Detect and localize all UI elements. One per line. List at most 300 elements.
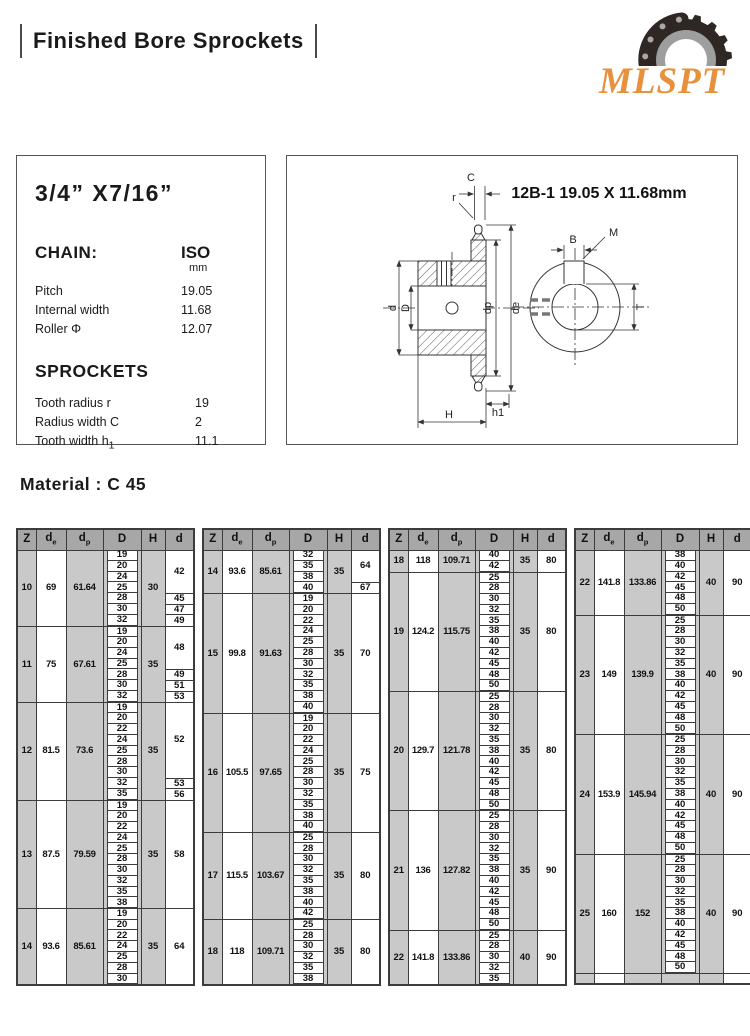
pitch-dia-cell: 91.63 <box>252 594 289 713</box>
bore-cell: 38 <box>289 572 327 583</box>
bore-cell: 28 <box>103 963 141 974</box>
pitch-dia-cell: 97.65 <box>252 713 289 832</box>
bore-cell: 28 <box>103 854 141 865</box>
pitch-dia-cell: 103.67 <box>252 833 289 920</box>
bore-cell: 35 <box>289 680 327 691</box>
bore-cell: 42 <box>475 648 513 659</box>
spec-row-label: Tooth radius r <box>35 396 111 410</box>
dim-label-hub-width: H <box>445 409 453 421</box>
bore-cell: 19 <box>103 626 141 637</box>
bore-cell: 22 <box>103 724 141 735</box>
teeth-cell: 16 <box>203 713 222 832</box>
bore-cell: 20 <box>103 811 141 822</box>
bore-cell: 38 <box>475 626 513 637</box>
bore-cell: 20 <box>103 561 141 572</box>
bore-cell: 42 <box>661 572 699 583</box>
outer-dia-cell: 141.8 <box>594 550 624 615</box>
column-header: Z <box>203 529 222 550</box>
hub-length-cell: 35 <box>141 626 165 702</box>
teeth-cell: 19 <box>389 572 408 691</box>
bore-cell: 30 <box>289 941 327 952</box>
column-header: H <box>327 529 351 550</box>
bore-cell: 45 <box>475 897 513 908</box>
bore-cell: 20 <box>289 605 327 616</box>
bore-cell: 25 <box>289 919 327 930</box>
bore-cell: 38 <box>289 810 327 821</box>
spec-row <box>35 413 253 432</box>
hub-dia-cell: 48 <box>165 626 194 669</box>
bore-cell: 48 <box>661 593 699 604</box>
bore-cell: 42 <box>289 908 327 919</box>
hub-dia-cell: 51 <box>165 680 194 691</box>
bore-cell: 42 <box>661 810 699 821</box>
bore-cell: 38 <box>661 789 699 800</box>
outer-dia-cell: 118 <box>408 550 438 572</box>
spec-row <box>35 432 253 456</box>
hub-length-cell: 35 <box>513 572 537 691</box>
bore-cell: 50 <box>475 680 513 691</box>
bore-cell: 28 <box>661 746 699 757</box>
bore-cell: 28 <box>475 822 513 833</box>
column-header: D <box>103 529 141 550</box>
outer-dia-cell: 87.5 <box>36 800 66 909</box>
table-host-2 <box>202 528 381 986</box>
hub-dia-cell: 90 <box>723 615 750 734</box>
table-row <box>203 713 380 724</box>
bore-cell: 30 <box>103 974 141 986</box>
hub-dia-cell: 80 <box>537 550 566 572</box>
spec-row-label: Tooth width $h_1$ <box>35 434 115 452</box>
bore-cell: 48 <box>661 713 699 724</box>
hub-length-cell: 35 <box>513 550 537 572</box>
outer-dia-cell: 75 <box>36 626 66 702</box>
table-row <box>17 702 194 713</box>
bore-cell: 40 <box>475 756 513 767</box>
bore-cell: 22 <box>289 615 327 626</box>
hub-dia-cell: 90 <box>537 811 566 930</box>
teeth-cell: 18 <box>389 550 408 572</box>
teeth-cell: 21 <box>389 811 408 930</box>
sprocket-table-1 <box>16 528 195 986</box>
bore-cell: 28 <box>289 648 327 659</box>
bore-cell: 40 <box>475 550 513 561</box>
bore-cell: 28 <box>289 843 327 854</box>
bore-cell: 30 <box>103 767 141 778</box>
bore-cell: 45 <box>475 659 513 670</box>
bore-cell: 38 <box>661 908 699 919</box>
bore-cell: 25 <box>103 659 141 670</box>
teeth-cell: 24 <box>575 735 594 854</box>
bore-cell: 38 <box>289 974 327 986</box>
column-header: H <box>699 529 723 550</box>
bore-cell: 48 <box>475 789 513 800</box>
bore-cell: 32 <box>289 952 327 963</box>
hub-length-cell: 40 <box>699 735 723 854</box>
bore-cell: 28 <box>289 930 327 941</box>
bore-cell: 35 <box>103 887 141 898</box>
bore-cell: 40 <box>289 582 327 593</box>
bore-cell: 24 <box>103 941 141 952</box>
column-header: d <box>723 529 750 550</box>
table-row <box>575 854 750 865</box>
company-logo <box>596 4 746 98</box>
title-left-bar <box>20 24 22 58</box>
spec-row-value: 2 <box>195 415 202 429</box>
teeth-cell: 22 <box>389 930 408 985</box>
bore-cell: 40 <box>661 561 699 572</box>
bore-cell: 25 <box>475 692 513 703</box>
bore-cell: 32 <box>103 615 141 626</box>
hub-length-cell: 40 <box>699 615 723 734</box>
hub-dia-cell: 42 <box>165 550 194 593</box>
material-heading: Material : C 45 <box>20 474 147 494</box>
pitch-dia-cell: 152 <box>624 854 661 973</box>
teeth-cell: 14 <box>17 909 36 986</box>
spec-row-value: 19 <box>195 396 209 410</box>
bore-cell: 30 <box>475 594 513 605</box>
spec-row-label: Radius width C <box>35 415 120 429</box>
column-header: $d_e$ <box>594 529 624 550</box>
hub-dia-cell: 70 <box>351 594 380 713</box>
spec-row-label: Roller Φ <box>35 322 82 336</box>
bore-cell: 38 <box>475 865 513 876</box>
column-header: $d_e$ <box>36 529 66 550</box>
table-host-3 <box>388 528 567 986</box>
bore-cell: 25 <box>661 735 699 746</box>
pitch-dia-cell: 133.86 <box>438 930 475 985</box>
dim-label-m: M <box>609 227 619 239</box>
table-row <box>203 833 380 844</box>
teeth-cell: 25 <box>575 854 594 973</box>
hub-dia-cell: 47 <box>165 604 194 615</box>
logo-text: MLSPT <box>599 61 726 98</box>
bore-cell: 20 <box>103 713 141 724</box>
sprocket-table-2 <box>202 528 381 986</box>
bore-cell: 45 <box>475 778 513 789</box>
pitch-dia-cell: 133.86 <box>624 550 661 615</box>
spec-row-value: 12.07 <box>181 322 213 336</box>
sprocket-logo-icon <box>596 4 746 98</box>
spec-row <box>35 394 253 413</box>
dim-label-d: d <box>387 304 399 312</box>
hub-length-cell: 35 <box>327 594 351 713</box>
table-host-1 <box>16 528 195 986</box>
bore-cell: 25 <box>289 637 327 648</box>
hub-length-cell: 35 <box>141 909 165 986</box>
table-host-4 <box>574 528 750 986</box>
table-row <box>389 692 566 703</box>
pitch-dia-cell: 139.9 <box>624 615 661 734</box>
outer-dia-cell: 141.8 <box>408 930 438 985</box>
bore-cell: 25 <box>661 854 699 865</box>
bore-cell: 24 <box>289 626 327 637</box>
bore-cell: 50 <box>475 800 513 811</box>
table-row <box>389 811 566 822</box>
bore-cell: 48 <box>475 908 513 919</box>
outer-dia-cell: 124.2 <box>408 572 438 691</box>
spec-row <box>35 301 253 320</box>
bore-cell: 28 <box>475 583 513 594</box>
column-header: Z <box>389 529 408 550</box>
hub-dia-cell: 64 <box>351 550 380 582</box>
outer-dia-cell: 81.5 <box>36 702 66 800</box>
hub-dia-cell: 49 <box>165 669 194 680</box>
bore-cell: 35 <box>289 561 327 572</box>
bore-cell: 20 <box>103 920 141 931</box>
bore-cell: 32 <box>475 843 513 854</box>
hub-length-cell: 40 <box>699 854 723 973</box>
bore-cell: 28 <box>103 593 141 604</box>
sprocket-spec-rows <box>35 394 253 456</box>
pitch-dia-cell: 85.61 <box>252 550 289 594</box>
bore-cell: 19 <box>103 702 141 713</box>
pitch-dia-cell: 109.71 <box>438 550 475 572</box>
bore-cell: 22 <box>103 822 141 833</box>
bore-cell: 32 <box>289 669 327 680</box>
bore-cell: 45 <box>661 702 699 713</box>
column-header: D <box>475 529 513 550</box>
bore-cell: 40 <box>475 876 513 887</box>
bore-cell: 32 <box>103 778 141 789</box>
hub-dia-cell: 56 <box>165 789 194 800</box>
dim-label-r: r <box>452 192 456 204</box>
pitch-dia-cell: 115.75 <box>438 572 475 691</box>
hub-length-cell: 30 <box>141 550 165 626</box>
bore-cell: 35 <box>661 659 699 670</box>
hub-dia-cell: 90 <box>537 930 566 985</box>
bore-cell: 32 <box>475 605 513 616</box>
chain-spec-box <box>16 155 266 452</box>
table-row <box>575 735 750 746</box>
bore-cell: 32 <box>661 767 699 778</box>
pitch-dia-cell: 85.61 <box>66 909 103 986</box>
column-header: D <box>289 529 327 550</box>
bore-cell: 30 <box>661 637 699 648</box>
hub-dia-cell: 80 <box>351 833 380 920</box>
standard-unit: mm <box>189 262 208 274</box>
dim-label-bore: D <box>400 304 412 312</box>
sprocket-table-4 <box>574 528 750 985</box>
outer-dia-cell: 105.5 <box>222 713 252 832</box>
pitch-dia-cell: 61.64 <box>66 550 103 626</box>
bore-cell: 35 <box>661 897 699 908</box>
outer-dia-cell: 136 <box>408 811 438 930</box>
bore-cell: 25 <box>103 746 141 757</box>
column-header: Z <box>575 529 594 550</box>
bore-cell: 30 <box>475 833 513 844</box>
column-header: H <box>513 529 537 550</box>
bore-cell: 30 <box>289 854 327 865</box>
hub-dia-cell: 64 <box>165 909 194 986</box>
bore-cell: 40 <box>289 821 327 832</box>
dim-label-dp: dp <box>482 301 494 315</box>
hub-length-cell: 40 <box>513 930 537 985</box>
table-row <box>575 615 750 626</box>
column-header: $d_p$ <box>438 529 475 550</box>
pitch-dia-cell <box>624 973 661 984</box>
bore-cell: 30 <box>475 713 513 724</box>
bore-cell: 38 <box>661 669 699 680</box>
bore-cell: 45 <box>661 582 699 593</box>
bore-cell: 40 <box>475 637 513 648</box>
bore-cell: 25 <box>661 615 699 626</box>
outer-dia-cell: 149 <box>594 615 624 734</box>
bore-cell <box>661 973 699 984</box>
bore-cell: 38 <box>103 897 141 908</box>
bore-cell: 35 <box>475 854 513 865</box>
bore-cell: 40 <box>289 897 327 908</box>
bore-cell: 40 <box>661 919 699 930</box>
table-row <box>389 550 566 561</box>
hub-dia-cell: 49 <box>165 615 194 626</box>
outer-dia-cell <box>594 973 624 984</box>
hub-dia-cell: 75 <box>351 713 380 832</box>
bore-cell: 19 <box>103 550 141 561</box>
bore-cell: 42 <box>661 930 699 941</box>
bore-cell: 38 <box>289 887 327 898</box>
column-header: H <box>141 529 165 550</box>
chain-size-title: 3/4” X7/16” <box>35 180 173 206</box>
bore-cell: 40 <box>661 800 699 811</box>
teeth-cell: 15 <box>203 594 222 713</box>
bore-cell: 40 <box>289 702 327 713</box>
bore-cell: 24 <box>103 572 141 583</box>
hub-dia-cell: 58 <box>165 800 194 909</box>
bore-cell: 32 <box>103 691 141 702</box>
bore-cell: 25 <box>475 572 513 583</box>
page-title: Finished Bore Sprockets <box>33 28 304 53</box>
bore-cell: 32 <box>103 876 141 887</box>
teeth-cell: 22 <box>575 550 594 615</box>
bore-cell: 24 <box>103 735 141 746</box>
drawing-title: 12B-1 19.05 X 11.68mm <box>511 185 687 202</box>
column-header: $d_p$ <box>624 529 661 550</box>
bore-cell: 32 <box>475 724 513 735</box>
spec-row-label: Internal width <box>35 303 110 317</box>
pitch-dia-cell: 73.6 <box>66 702 103 800</box>
bore-cell: 30 <box>289 659 327 670</box>
bore-cell: 19 <box>289 713 327 724</box>
hub-dia-cell: 80 <box>537 572 566 691</box>
hub-dia-cell: 90 <box>723 735 750 854</box>
hub-length-cell: 35 <box>327 919 351 985</box>
table-row <box>17 626 194 637</box>
bore-cell: 30 <box>661 876 699 887</box>
bore-cell: 25 <box>103 582 141 593</box>
bore-cell: 25 <box>475 930 513 941</box>
hub-dia-cell: 53 <box>165 778 194 789</box>
bore-cell: 45 <box>661 821 699 832</box>
page-header <box>20 24 317 58</box>
pitch-dia-cell: 79.59 <box>66 800 103 909</box>
bore-cell: 50 <box>661 723 699 734</box>
teeth-cell: 12 <box>17 702 36 800</box>
bore-cell: 35 <box>475 615 513 626</box>
teeth-cell: 10 <box>17 550 36 626</box>
bore-cell: 32 <box>289 789 327 800</box>
column-header: d <box>537 529 566 550</box>
bore-cell: 24 <box>103 648 141 659</box>
standard-block <box>181 243 253 274</box>
bore-cell: 42 <box>661 691 699 702</box>
chain-spec-rows <box>35 282 253 339</box>
bore-cell: 32 <box>661 887 699 898</box>
bore-cell: 50 <box>475 919 513 930</box>
dim-label-de: de <box>510 301 522 315</box>
bore-cell: 30 <box>103 865 141 876</box>
bore-cell: 35 <box>103 789 141 800</box>
spec-row-label: Pitch <box>35 284 63 298</box>
bore-cell: 20 <box>103 637 141 648</box>
column-header: $d_p$ <box>252 529 289 550</box>
teeth-cell <box>575 973 594 984</box>
teeth-cell: 20 <box>389 692 408 811</box>
bore-cell: 24 <box>103 833 141 844</box>
sprockets-label: SPROCKETS <box>35 361 149 381</box>
sprocket-table-3 <box>388 528 567 986</box>
table-row <box>203 919 380 930</box>
bore-cell: 28 <box>475 941 513 952</box>
bore-cell: 30 <box>661 756 699 767</box>
outer-dia-cell: 69 <box>36 550 66 626</box>
dim-label-t: T <box>635 303 647 311</box>
teeth-cell: 18 <box>203 919 222 985</box>
bore-cell: 24 <box>289 746 327 757</box>
bore-cell: 48 <box>475 669 513 680</box>
bore-cell: 25 <box>289 756 327 767</box>
hub-dia-cell: 90 <box>723 854 750 973</box>
spec-row <box>35 282 253 301</box>
outer-dia-cell: 99.8 <box>222 594 252 713</box>
bore-cell: 25 <box>289 833 327 844</box>
bore-cell: 20 <box>289 724 327 735</box>
bore-cell: 30 <box>103 604 141 615</box>
bore-cell: 30 <box>289 778 327 789</box>
outer-dia-cell: 129.7 <box>408 692 438 811</box>
bore-cell: 48 <box>661 832 699 843</box>
bore-cell: 42 <box>475 561 513 572</box>
bore-cell: 32 <box>289 550 327 561</box>
outer-dia-cell: 153.9 <box>594 735 624 854</box>
bore-cell: 42 <box>475 887 513 898</box>
hub-dia-cell <box>723 973 750 984</box>
bore-cell: 35 <box>661 778 699 789</box>
bore-cell: 19 <box>103 909 141 920</box>
chain-label: CHAIN: <box>35 243 98 262</box>
bore-cell: 28 <box>103 669 141 680</box>
bore-cell: 19 <box>103 800 141 811</box>
standard-name: ISO <box>181 243 211 262</box>
bore-cell: 22 <box>103 930 141 941</box>
table-row <box>17 550 194 561</box>
bore-cell: 38 <box>475 746 513 757</box>
teeth-cell: 23 <box>575 615 594 734</box>
spec-row-value: 11.1 <box>195 434 219 448</box>
column-header: Z <box>17 529 36 550</box>
hub-length-cell: 35 <box>327 713 351 832</box>
table-row <box>17 800 194 811</box>
dim-label-b: B <box>569 234 577 246</box>
hub-dia-cell: 67 <box>351 582 380 593</box>
table-row <box>575 550 750 561</box>
hub-length-cell <box>699 973 723 984</box>
bore-cell: 50 <box>661 604 699 615</box>
bore-cell: 35 <box>475 974 513 986</box>
hub-length-cell: 35 <box>327 550 351 594</box>
column-header: D <box>661 529 699 550</box>
bore-cell: 28 <box>289 767 327 778</box>
hub-dia-cell: 52 <box>165 702 194 778</box>
